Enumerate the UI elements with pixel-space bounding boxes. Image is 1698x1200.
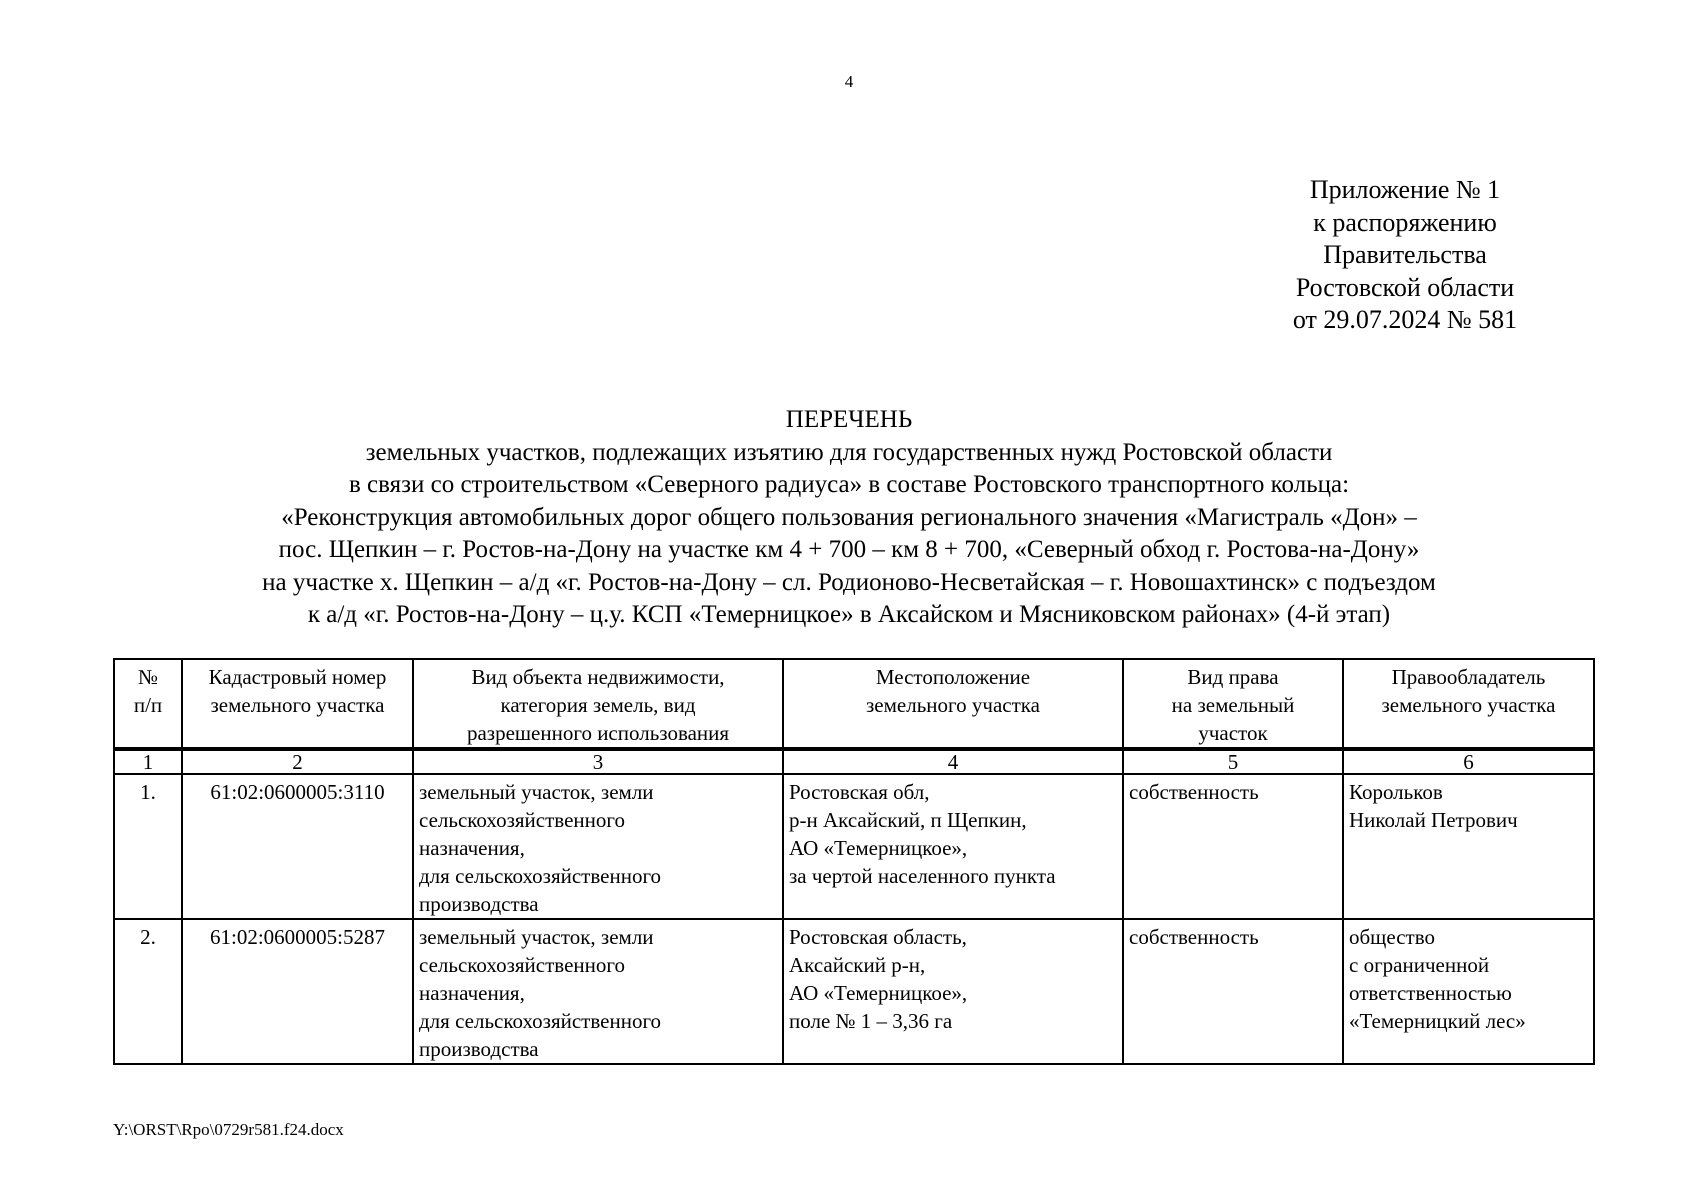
title-line: пос. Щепкин – г. Ростов-на-Дону на участке км 4 + 700 – км 8 + 700, «Северный обход г. Ростова-на-Дону» [278,536,1420,563]
appendix-line: к распоряжению [1313,207,1497,237]
object-type: земельный участок, земли сельскохозяйственного назначения, для сельскохозяйственного производства [413,919,783,1064]
column-number-cell: 2 [182,749,413,774]
column-number-cell: 5 [1123,749,1343,774]
appendix-line: Ростовской области [1295,272,1515,302]
cadastral-number: 61:02:0600005:3110 [182,774,413,919]
plot-location: Ростовская область, Аксайский р-н, АО «Темерницкое», поле № 1 – 3,36 га [783,919,1123,1064]
header-cell-holder: Правообладатель земельного участка [1343,659,1594,749]
column-number-cell: 6 [1343,749,1594,774]
table-header-row [114,659,1594,749]
header-cell-right-type: Вид права на земельный участок [1123,659,1343,749]
title-heading: ПЕРЕЧЕНЬ [785,406,913,433]
title-line: в связи со строительством «Северного радиуса» в составе Ростовского транспортного кольца: [348,471,1350,498]
right-holder: общество с ограниченной ответственностью «Темерницкий лес» [1343,919,1594,1064]
plot-location: Ростовская обл, р-н Аксайский, п Щепкин, АО «Темерницкое», за чертой населенного пункта [783,774,1123,919]
document-title [0,404,1698,632]
title-line: к а/д «г. Ростов-на-Дону – ц.у. КСП «Темерницкое» в Аксайском и Мясниковском районах» (4-й этап) [307,601,1391,628]
appendix-reference [1250,174,1560,337]
column-number-cell: 1 [114,749,182,774]
header-cell-number: № п/п [114,659,182,749]
column-number-cell: 4 [783,749,1123,774]
title-line: на участке х. Щепкин – а/д «г. Ростов-на-Дону – сл. Родионово-Несветайская – г. Новошахтинск» с подъездом [262,568,1436,596]
appendix-line: от 29.07.2024 № 581 [1292,305,1518,334]
column-numbers-row [114,749,1594,774]
appendix-line: Приложение № 1 [1309,175,1501,204]
row-number: 1. [114,774,182,919]
page-number: 4 [844,72,854,91]
title-line: земельных участков, подлежащих изъятию для государственных нужд Ростовской области [365,438,1333,466]
right-type: собственность [1123,919,1343,1064]
footer-file-path: Y:\ORST\Rpo\0729r581.f24.docx [113,1120,344,1139]
title-line: «Реконструкция автомобильных дорог общего пользования регионального значения «Магистраль «Дон» – [281,503,1417,531]
right-type: собственность [1123,774,1343,919]
row-number: 2. [114,919,182,1064]
land-plots-table [113,658,1595,1065]
header-cell-cadastral: Кадастровый номер земельного участка [182,659,413,749]
appendix-line: Правительства [1323,240,1487,269]
header-cell-location: Местоположение земельного участка [783,659,1123,749]
header-cell-object-type: Вид объекта недвижимости, категория земель, вид разрешенного использования [413,659,783,749]
right-holder: Корольков Николай Петрович [1343,774,1594,919]
column-number-cell: 3 [413,749,783,774]
table-row [114,774,1594,919]
object-type: земельный участок, земли сельскохозяйственного назначения, для сельскохозяйственного производства [413,774,783,919]
table-row [114,919,1594,1064]
cadastral-number: 61:02:0600005:5287 [182,919,413,1064]
